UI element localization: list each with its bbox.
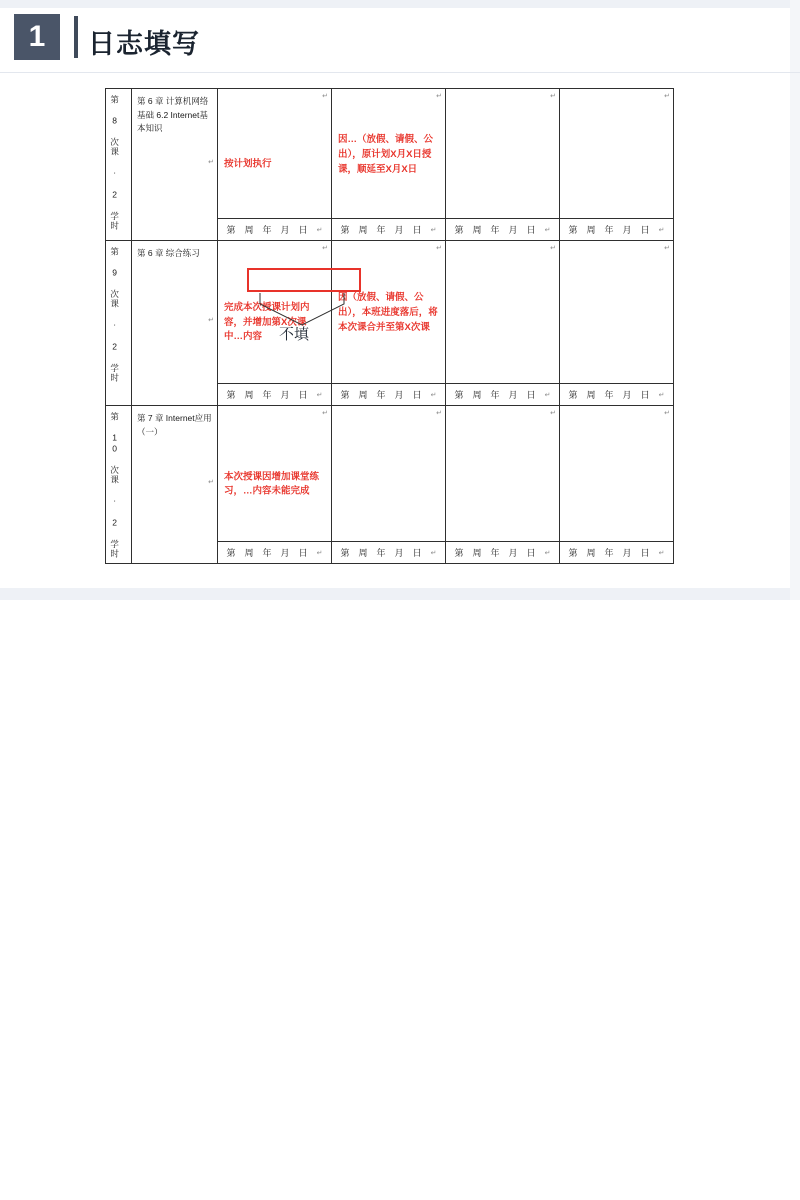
log-cell-1[interactable]: [218, 406, 332, 564]
date-part-day: 日: [526, 548, 536, 558]
pilcrow-icon: ↵: [544, 391, 551, 399]
log-cell-4[interactable]: [560, 89, 674, 241]
date-part-year: 年: [376, 225, 386, 235]
date-part-year: 年: [262, 390, 272, 400]
log-note: 因…（放假、请假、公出），原计划X月X日授课，顺延至X月X日: [338, 134, 434, 175]
date-part-month: 月: [622, 548, 632, 558]
pilcrow-icon: ↵: [316, 391, 323, 399]
pilcrow-icon: ↵: [208, 317, 214, 325]
date-strip[interactable]: [560, 218, 673, 240]
date-part-week: 周: [244, 548, 254, 558]
log-cell-1[interactable]: [218, 89, 332, 241]
date-part-day: 日: [640, 225, 650, 235]
log-cell-2[interactable]: [332, 89, 446, 241]
pilcrow-icon: ↵: [322, 93, 328, 100]
chapter-cell: [132, 406, 218, 564]
pilcrow-icon: ↵: [664, 93, 670, 100]
log-cell-3[interactable]: [446, 406, 560, 564]
date-part-year: 年: [604, 225, 614, 235]
chapter-label: 第 6 章 计算机网络基础 6.2 Internet基本知识: [137, 96, 209, 134]
chapter-label: 第 6 章 综合练习: [137, 248, 200, 258]
date-part-week: 周: [244, 225, 254, 235]
log-cell-2[interactable]: [332, 241, 446, 406]
date-part-week: 周: [472, 548, 482, 558]
log-note: 完成本次授课计划内容，并增加第X次课中…内容: [224, 301, 310, 343]
date-part-week: 周: [586, 225, 596, 235]
date-strip[interactable]: [332, 541, 445, 563]
session-cell: [106, 241, 132, 406]
date-part-year: 年: [490, 225, 500, 235]
pilcrow-icon: ↵: [436, 245, 442, 252]
date-part-year: 年: [604, 390, 614, 400]
date-part-month: 月: [508, 390, 518, 400]
date-part-year: 年: [376, 390, 386, 400]
slide-number-badge: 1: [14, 14, 60, 60]
callout-label: 不填: [279, 326, 310, 343]
date-part-month: 月: [508, 225, 518, 235]
log-cell-1[interactable]: [218, 241, 332, 406]
date-part-no: 第: [340, 390, 350, 400]
pilcrow-icon: ↵: [550, 93, 556, 100]
pilcrow-icon: ↵: [208, 159, 214, 167]
date-part-day: 日: [298, 390, 308, 400]
date-strip[interactable]: [446, 218, 559, 240]
table-row: [106, 241, 674, 406]
date-part-year: 年: [490, 390, 500, 400]
log-note: 本次授课因增加课堂练习，…内容未能完成: [224, 470, 320, 497]
date-part-week: 周: [586, 390, 596, 400]
session-label: 第 10 次课 · 2 学时: [109, 412, 120, 559]
session-cell: [106, 89, 132, 241]
date-part-month: 月: [622, 390, 632, 400]
header-divider: [0, 72, 800, 73]
log-cell-3[interactable]: [446, 241, 560, 406]
date-part-no: 第: [226, 548, 236, 558]
date-part-month: 月: [508, 548, 518, 558]
log-cell-4[interactable]: [560, 406, 674, 564]
pilcrow-icon: ↵: [430, 226, 437, 234]
date-part-day: 日: [412, 225, 422, 235]
date-part-week: 周: [358, 225, 368, 235]
date-part-week: 周: [358, 390, 368, 400]
pilcrow-icon: ↵: [436, 93, 442, 100]
chapter-label: 第 7 章 Internet应用（一）: [137, 413, 212, 437]
date-part-no: 第: [226, 225, 236, 235]
session-cell: [106, 406, 132, 564]
date-part-year: 年: [376, 548, 386, 558]
title-accent-bar: [74, 16, 78, 58]
date-part-year: 年: [604, 548, 614, 558]
pilcrow-icon: ↵: [430, 549, 437, 557]
date-part-week: 周: [472, 225, 482, 235]
pilcrow-icon: ↵: [322, 245, 328, 252]
date-part-week: 周: [244, 390, 254, 400]
date-part-day: 日: [298, 548, 308, 558]
date-part-month: 月: [280, 390, 290, 400]
session-label: 第 8 次课 · 2 学时: [109, 95, 120, 231]
chapter-cell: [132, 241, 218, 406]
log-note: 按计划执行: [224, 158, 272, 170]
pilcrow-icon: ↵: [316, 226, 323, 234]
date-part-no: 第: [454, 390, 464, 400]
date-part-no: 第: [454, 548, 464, 558]
date-part-month: 月: [622, 225, 632, 235]
date-strip[interactable]: [332, 218, 445, 240]
pilcrow-icon: ↵: [658, 226, 665, 234]
date-part-no: 第: [568, 548, 578, 558]
date-part-day: 日: [526, 225, 536, 235]
date-part-week: 周: [472, 390, 482, 400]
pilcrow-icon: ↵: [436, 410, 442, 417]
date-strip-highlighted[interactable]: [332, 383, 445, 405]
pilcrow-icon: ↵: [550, 245, 556, 252]
log-cell-4[interactable]: [560, 241, 674, 406]
date-part-day: 日: [640, 390, 650, 400]
date-strip[interactable]: [560, 541, 673, 563]
pilcrow-icon: ↵: [430, 391, 437, 399]
date-part-no: 第: [568, 225, 578, 235]
date-part-no: 第: [454, 225, 464, 235]
pilcrow-icon: ↵: [322, 410, 328, 417]
date-part-week: 周: [586, 548, 596, 558]
date-strip[interactable]: [218, 383, 331, 405]
page-title: 日志填写: [88, 29, 200, 59]
date-strip[interactable]: [446, 541, 559, 563]
pilcrow-icon: ↵: [208, 479, 214, 487]
bottom-accent-band: [0, 588, 800, 600]
pilcrow-icon: ↵: [544, 549, 551, 557]
date-part-day: 日: [640, 548, 650, 558]
pilcrow-icon: ↵: [658, 391, 665, 399]
table-row: [106, 89, 674, 241]
log-table: [105, 88, 674, 564]
top-accent-band: [0, 0, 800, 8]
pilcrow-icon: ↵: [550, 410, 556, 417]
log-cell-3[interactable]: [446, 89, 560, 241]
pilcrow-icon: ↵: [664, 245, 670, 252]
date-part-no: 第: [340, 225, 350, 235]
date-part-year: 年: [490, 548, 500, 558]
log-note: 因（放假、请假、公出），本班进度落后，将本次课合并至第X次课: [338, 292, 438, 333]
date-part-month: 月: [394, 390, 404, 400]
date-part-no: 第: [340, 548, 350, 558]
log-cell-2[interactable]: [332, 406, 446, 564]
chapter-cell: [132, 89, 218, 241]
date-part-year: 年: [262, 548, 272, 558]
pilcrow-icon: ↵: [658, 549, 665, 557]
date-part-day: 日: [526, 390, 536, 400]
pilcrow-icon: ↵: [316, 549, 323, 557]
date-part-month: 月: [280, 548, 290, 558]
date-part-no: 第: [226, 390, 236, 400]
date-part-month: 月: [394, 225, 404, 235]
date-strip[interactable]: [218, 541, 331, 563]
table-row: [106, 406, 674, 564]
date-part-day: 日: [412, 390, 422, 400]
date-part-no: 第: [568, 390, 578, 400]
date-part-day: 日: [412, 548, 422, 558]
pilcrow-icon: ↵: [544, 226, 551, 234]
date-part-month: 月: [280, 225, 290, 235]
date-strip[interactable]: [560, 383, 673, 405]
session-label: 第 9 次课 · 2 学时: [109, 247, 120, 383]
right-accent-band: [790, 0, 800, 600]
date-part-day: 日: [298, 225, 308, 235]
date-part-year: 年: [262, 225, 272, 235]
date-part-month: 月: [394, 548, 404, 558]
date-strip[interactable]: [446, 383, 559, 405]
pilcrow-icon: ↵: [664, 410, 670, 417]
log-table-wrapper: [105, 88, 673, 563]
date-part-week: 周: [358, 548, 368, 558]
date-strip[interactable]: [218, 218, 331, 240]
